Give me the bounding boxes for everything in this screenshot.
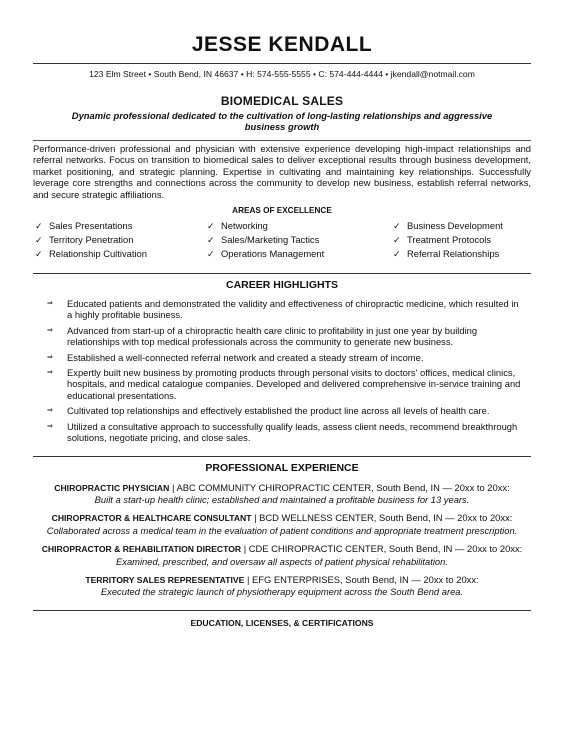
career-highlights-list [33,298,531,443]
job-company: | CDE CHIROPRACTIC CENTER, South Bend, IN — 20xx to 20xx: [241,543,523,555]
job-entry [33,482,531,506]
job-title: TERRITORY SALES REPRESENTATIVE [85,574,245,585]
skill-item: ✓ Treatment Protocols [393,233,531,247]
skill-item: ✓ Sales Presentations [35,219,207,233]
job-description: Collaborated across a medical team in the evaluation of patient conditions and appropriate treatment prescription. [46,524,518,536]
highlight-item: ⇒ Cultivated top relationships and effectively established the product line across all levels of health care. [33,405,531,416]
job-title: CHIROPRACTOR & HEALTHCARE CONSULTANT [51,513,252,524]
professional-summary: Performance-driven professional and physician with extensive experience developing high-impact relationships and referral networks. Focus on transition to biomedical sales to deliver exceptional results through business development, market positioning, and strategic planning. Expertise in cultivating and maintaining key relationships. Successfully leverage core strengths and connections across the community to develop new business, establish referral networks, and secure strategic affiliations. [33,140,531,200]
job-description: Built a start-up health clinic; established and maintained a profitable business for 13 years. [94,493,470,505]
highlight-item: ⇒ Utilized a consultative approach to successfully qualify leads, assess client needs, recommend breakthrough solutions, negotiate pricing, and close sales. [33,421,531,444]
skill-item: ✓ Operations Management [207,247,393,261]
skill-item: ✓ Networking [207,219,393,233]
skill-item: ✓ Sales/Marketing Tactics [207,233,393,247]
areas-of-excellence-title: AREAS OF EXCELLENCE [232,206,332,216]
job-title: CHIROPRACTOR & REHABILITATION DIRECTOR [41,544,242,555]
candidate-name: JESSE KENDALL [191,33,373,56]
resume-tagline: Dynamic professional dedicated to the cultivation of long-lasting relationships and aggressive business growth [71,110,493,132]
job-title: CHIROPRACTIC PHYSICIAN [54,482,170,493]
skill-item: ✓ Territory Penetration [35,233,207,247]
job-description: Executed the strategic launch of physiotherapy equipment across the South Bend area. [100,586,464,598]
job-entry [33,512,531,536]
highlight-item: ⇒ Established a well-connected referral network and created a steady stream of income. [33,352,531,363]
professional-experience-heading: PROFESSIONAL EXPERIENCE [33,456,531,475]
skill-item: ✓ Referral Relationships [393,247,531,261]
skill-item: ✓ Business Development [393,219,531,233]
job-company: | BCD WELLNESS CENTER, South Bend, IN — 20xx to 20xx: [251,512,513,524]
highlight-item: ⇒ Advanced from start-up of a chiropractic health care clinic to profitability in just one year by building relationships with top medical professionals across the community to generate new business. [33,325,531,348]
skill-item: ✓ Relationship Cultivation [35,247,207,261]
career-highlights-heading: CAREER HIGHLIGHTS [33,273,531,292]
job-entry [33,543,531,567]
contact-line: 123 Elm Street • South Bend, IN 46637 • H: 574-555-5555 • C: 574-444-4444 • jkendall@notmail.com [33,63,531,80]
job-description: Examined, prescribed, and oversaw all aspects of patient physical rehabilitation. [116,555,448,567]
job-entry [33,574,531,598]
job-company: | EFG ENTERPRISES, South Bend, IN — 20xx to 20xx: [244,573,479,585]
job-company: | ABC COMMUNITY CHIROPRACTIC CENTER, South Bend, IN — 20xx to 20xx: [169,481,510,493]
highlight-item: ⇒ Educated patients and demonstrated the validity and effectiveness of chiropractic medicine, which resulted in a highly profitable business. [33,298,531,321]
education-heading: EDUCATION, LICENSES, & CERTIFICATIONS [33,610,531,628]
highlight-item: ⇒ Expertly built new business by promoting products through personal visits to doctors' offices, medical clinics, hospitals, and medical catalogue companies. Developed and delivered comprehensive in-service training and educational presentations. [33,367,531,401]
resume-headline: BIOMEDICAL SALES [220,94,344,108]
areas-of-excellence-list [33,219,531,261]
